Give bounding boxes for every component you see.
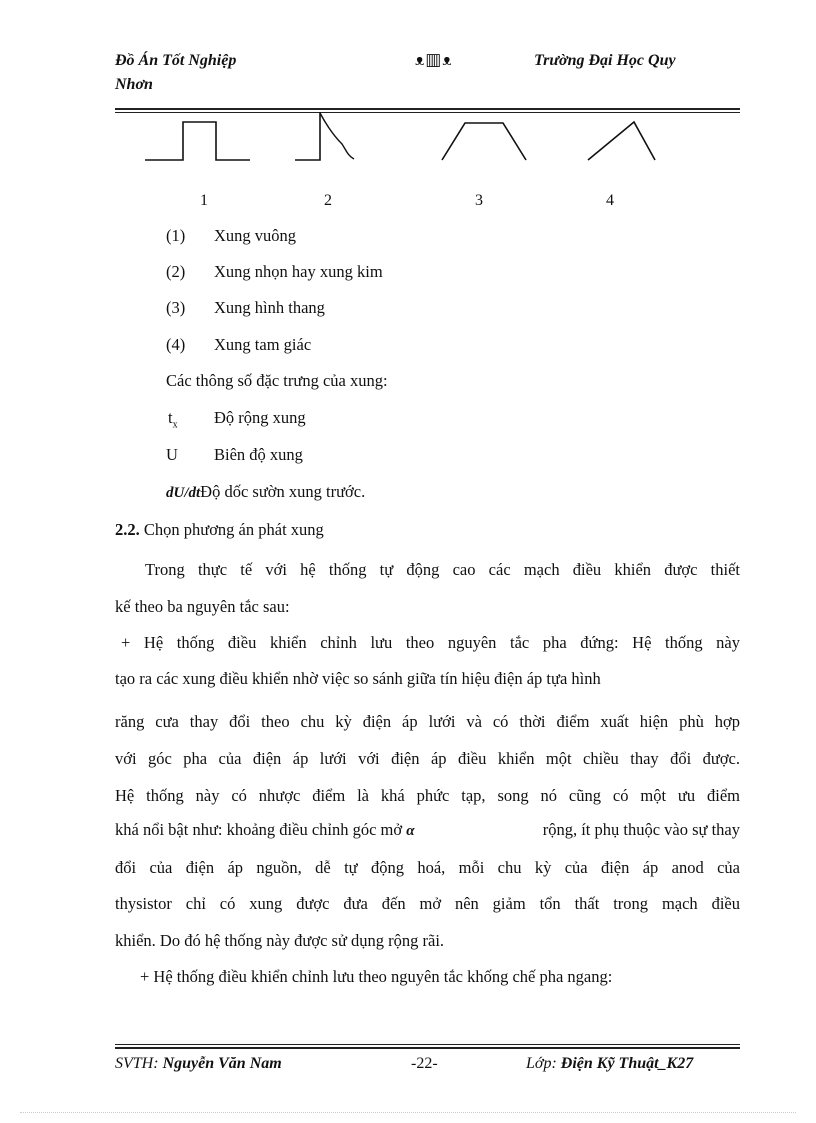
paragraph-text: rộng, ít phụ thuộc vào sự thay (542, 820, 740, 839)
section-number: 2.2. (115, 520, 140, 539)
paragraph-line (115, 822, 740, 839)
paragraph-line: Hệ thống này có nhược điểm là khá phức tạp, song nó cũng có một ưu điểm (115, 786, 740, 805)
pulse-spike-shape (295, 112, 320, 160)
footer-class (526, 1055, 693, 1073)
paragraph-text: khá nổi bật như: khoảng điều chỉnh góc mở (115, 820, 403, 839)
header-left-title-cont: Nhơn (115, 76, 153, 93)
footer-class-name: Điện Kỹ Thuật_K27 (560, 1055, 694, 1072)
footer-rule-thin (115, 1044, 740, 1045)
param-symbol-dudt: dU/dt (166, 485, 201, 501)
paragraph-line: + Hệ thống điều khiển chỉnh lưu theo nguyên tắc pha đứng: Hệ thống này (121, 633, 740, 652)
paragraph-line: với góc pha của điện áp lưới với điện áp điều khiển một chiều thay đổi được. (115, 749, 740, 768)
list-item-text: Xung nhọn hay xung kim (214, 262, 383, 281)
paragraph-segment (115, 822, 415, 839)
pulse-trapezoid-shape (442, 123, 526, 160)
section-title: Chọn phương án phát xung (143, 520, 324, 539)
paragraph-line: tạo ra các xung điều khiển nhờ việc so sánh giữa tín hiệu điện áp tựa hình (115, 669, 601, 688)
page-edge-dots (20, 1112, 796, 1113)
param-symbol-t: t (168, 408, 173, 427)
header-right-school: Trường Đại Học Quy (534, 52, 676, 69)
paragraph-line: + Hệ thống điều khiển chỉnh lưu theo nguyên tắc khống chế pha ngang: (140, 967, 613, 986)
list-item-text: Xung tam giác (214, 335, 312, 354)
header-left-title: Đồ Án Tốt Nghiệp (115, 52, 237, 69)
figure-label-2: 2 (324, 192, 332, 209)
section-heading (115, 522, 324, 539)
pulse-shapes-figure (140, 110, 670, 170)
figure-label-1: 1 (200, 192, 208, 209)
list-item-num: (1) (166, 226, 186, 245)
params-intro: Các thông số đặc trưng của xung: (166, 371, 388, 390)
header-ornament: ᴥ▥ᴥ (415, 50, 453, 69)
footer-student (115, 1055, 282, 1073)
param-text: Biên độ xung (214, 445, 303, 464)
paragraph-line: kế theo ba nguyên tắc sau: (115, 597, 290, 616)
param-symbol-sub: x (172, 419, 178, 431)
footer-student-name: Nguyễn Văn Nam (162, 1055, 282, 1072)
paragraph-line: đổi của điện áp nguồn, dễ tự động hoá, mỗi chu kỳ của điện áp anod của (115, 858, 740, 877)
list-item-num: (3) (166, 298, 186, 317)
pulse-triangle-shape (588, 122, 655, 160)
pulse-spike-curve (320, 113, 354, 159)
param-text: Độ rộng xung (214, 408, 306, 427)
footer-page-number: -22- (411, 1055, 438, 1072)
footer-rule-thick (115, 1047, 740, 1049)
alpha-symbol: α (406, 823, 415, 839)
param-symbol-tx (168, 410, 178, 430)
list-item-num: (2) (166, 262, 186, 281)
param-text: Độ dốc sườn xung trước. (200, 482, 366, 501)
footer-class-label: Lớp: (526, 1055, 557, 1072)
param-symbol-u: U (166, 445, 178, 464)
list-item-text: Xung hình thang (214, 298, 325, 317)
figure-label-4: 4 (606, 192, 614, 209)
list-item-text: Xung vuông (214, 226, 297, 245)
figure-label-3: 3 (475, 192, 483, 209)
paragraph-line: Trong thực tế với hệ thống tự động cao các mạch điều khiển được thiết (145, 560, 740, 579)
paragraph-line: khiển. Do đó hệ thống này được sử dụng rộng rãi. (115, 931, 445, 950)
param-row-slope (166, 484, 365, 501)
paragraph-line: thysistor chỉ có xung được đưa đến mở nên giảm tổn thất trong mạch điều (115, 894, 740, 913)
footer-svth-label: SVTH: (115, 1055, 159, 1072)
list-item-num: (4) (166, 335, 186, 354)
paragraph-line: răng cưa thay đổi theo chu kỳ điện áp lưới và có thời điểm xuất hiện phù hợp (115, 712, 740, 731)
pulse-square-shape (145, 122, 250, 160)
